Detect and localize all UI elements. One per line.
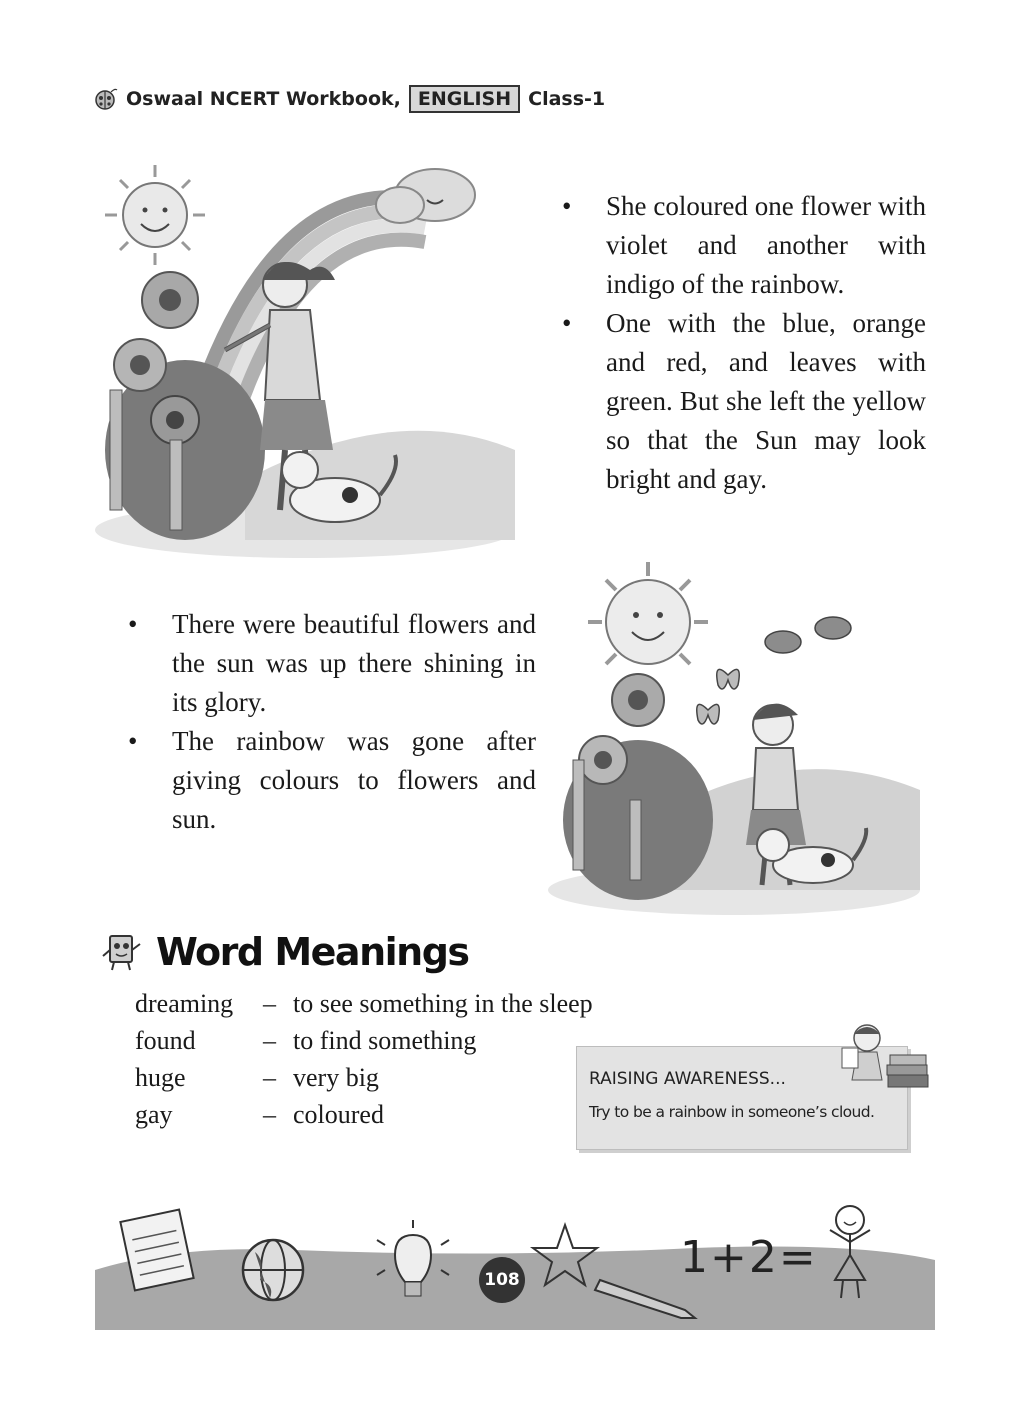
awareness-title: RAISING AWARENESS... <box>589 1069 786 1089</box>
sun-icon <box>105 165 205 265</box>
list-item: • She coloured one flower with violet and another with indigo of the rainbow. <box>560 187 926 304</box>
word-definition: very big <box>293 1062 379 1092</box>
page-number: 108 <box>479 1257 525 1303</box>
awareness-text: Try to be a rainbow in someone’s cloud. <box>589 1103 875 1121</box>
bullet-list-top <box>560 187 926 499</box>
list-item: • The rainbow was gone after giving colours to flowers and sun. <box>126 722 536 839</box>
word-definition: to find something <box>293 1025 477 1055</box>
cloud-icon <box>376 169 475 223</box>
subject-label: ENGLISH <box>409 85 520 113</box>
page-header <box>92 82 605 116</box>
word-meanings-heading <box>100 922 469 982</box>
section-title: Word Meanings <box>156 930 469 974</box>
sun-girl-illustration <box>548 560 920 915</box>
sun-icon <box>588 562 708 664</box>
rainbow-girl-illustration <box>95 150 515 560</box>
dash: – <box>263 1099 276 1129</box>
dash: – <box>263 1062 276 1092</box>
word-term: found <box>135 1025 196 1055</box>
class-label: Class-1 <box>528 88 606 110</box>
butterfly-icon <box>697 669 740 724</box>
table-row <box>135 1096 593 1133</box>
dash: – <box>263 1025 276 1055</box>
table-row <box>135 1059 593 1096</box>
word-term: huge <box>135 1062 186 1092</box>
ladybug-icon <box>92 87 118 111</box>
table-row <box>135 985 593 1022</box>
word-definition: to see something in the sleep <box>293 988 593 1018</box>
table-row <box>135 1022 593 1059</box>
flower-bush <box>563 674 713 900</box>
notepad-icon <box>120 1210 193 1291</box>
book-character-icon <box>100 930 144 974</box>
word-definition: coloured <box>293 1099 384 1129</box>
word-term: dreaming <box>135 988 234 1018</box>
word-meanings-table <box>135 985 593 1133</box>
book-title: Oswaal NCERT Workbook, <box>126 88 401 110</box>
list-item: • There were beautiful flowers and the sun was up there shining in its glory. <box>126 605 536 722</box>
math-doodle: 1+2= <box>680 1232 818 1283</box>
list-item: • One with the blue, orange and red, and leaves with green. But she left the yellow so that the Sun may look bright and gay. <box>560 304 926 499</box>
globe-icon <box>243 1240 303 1300</box>
bird-icon <box>765 617 851 653</box>
dash: – <box>263 988 276 1018</box>
bullet-list-middle <box>126 605 536 839</box>
reading-girl-illustration <box>832 1020 932 1100</box>
word-term: gay <box>135 1099 173 1129</box>
